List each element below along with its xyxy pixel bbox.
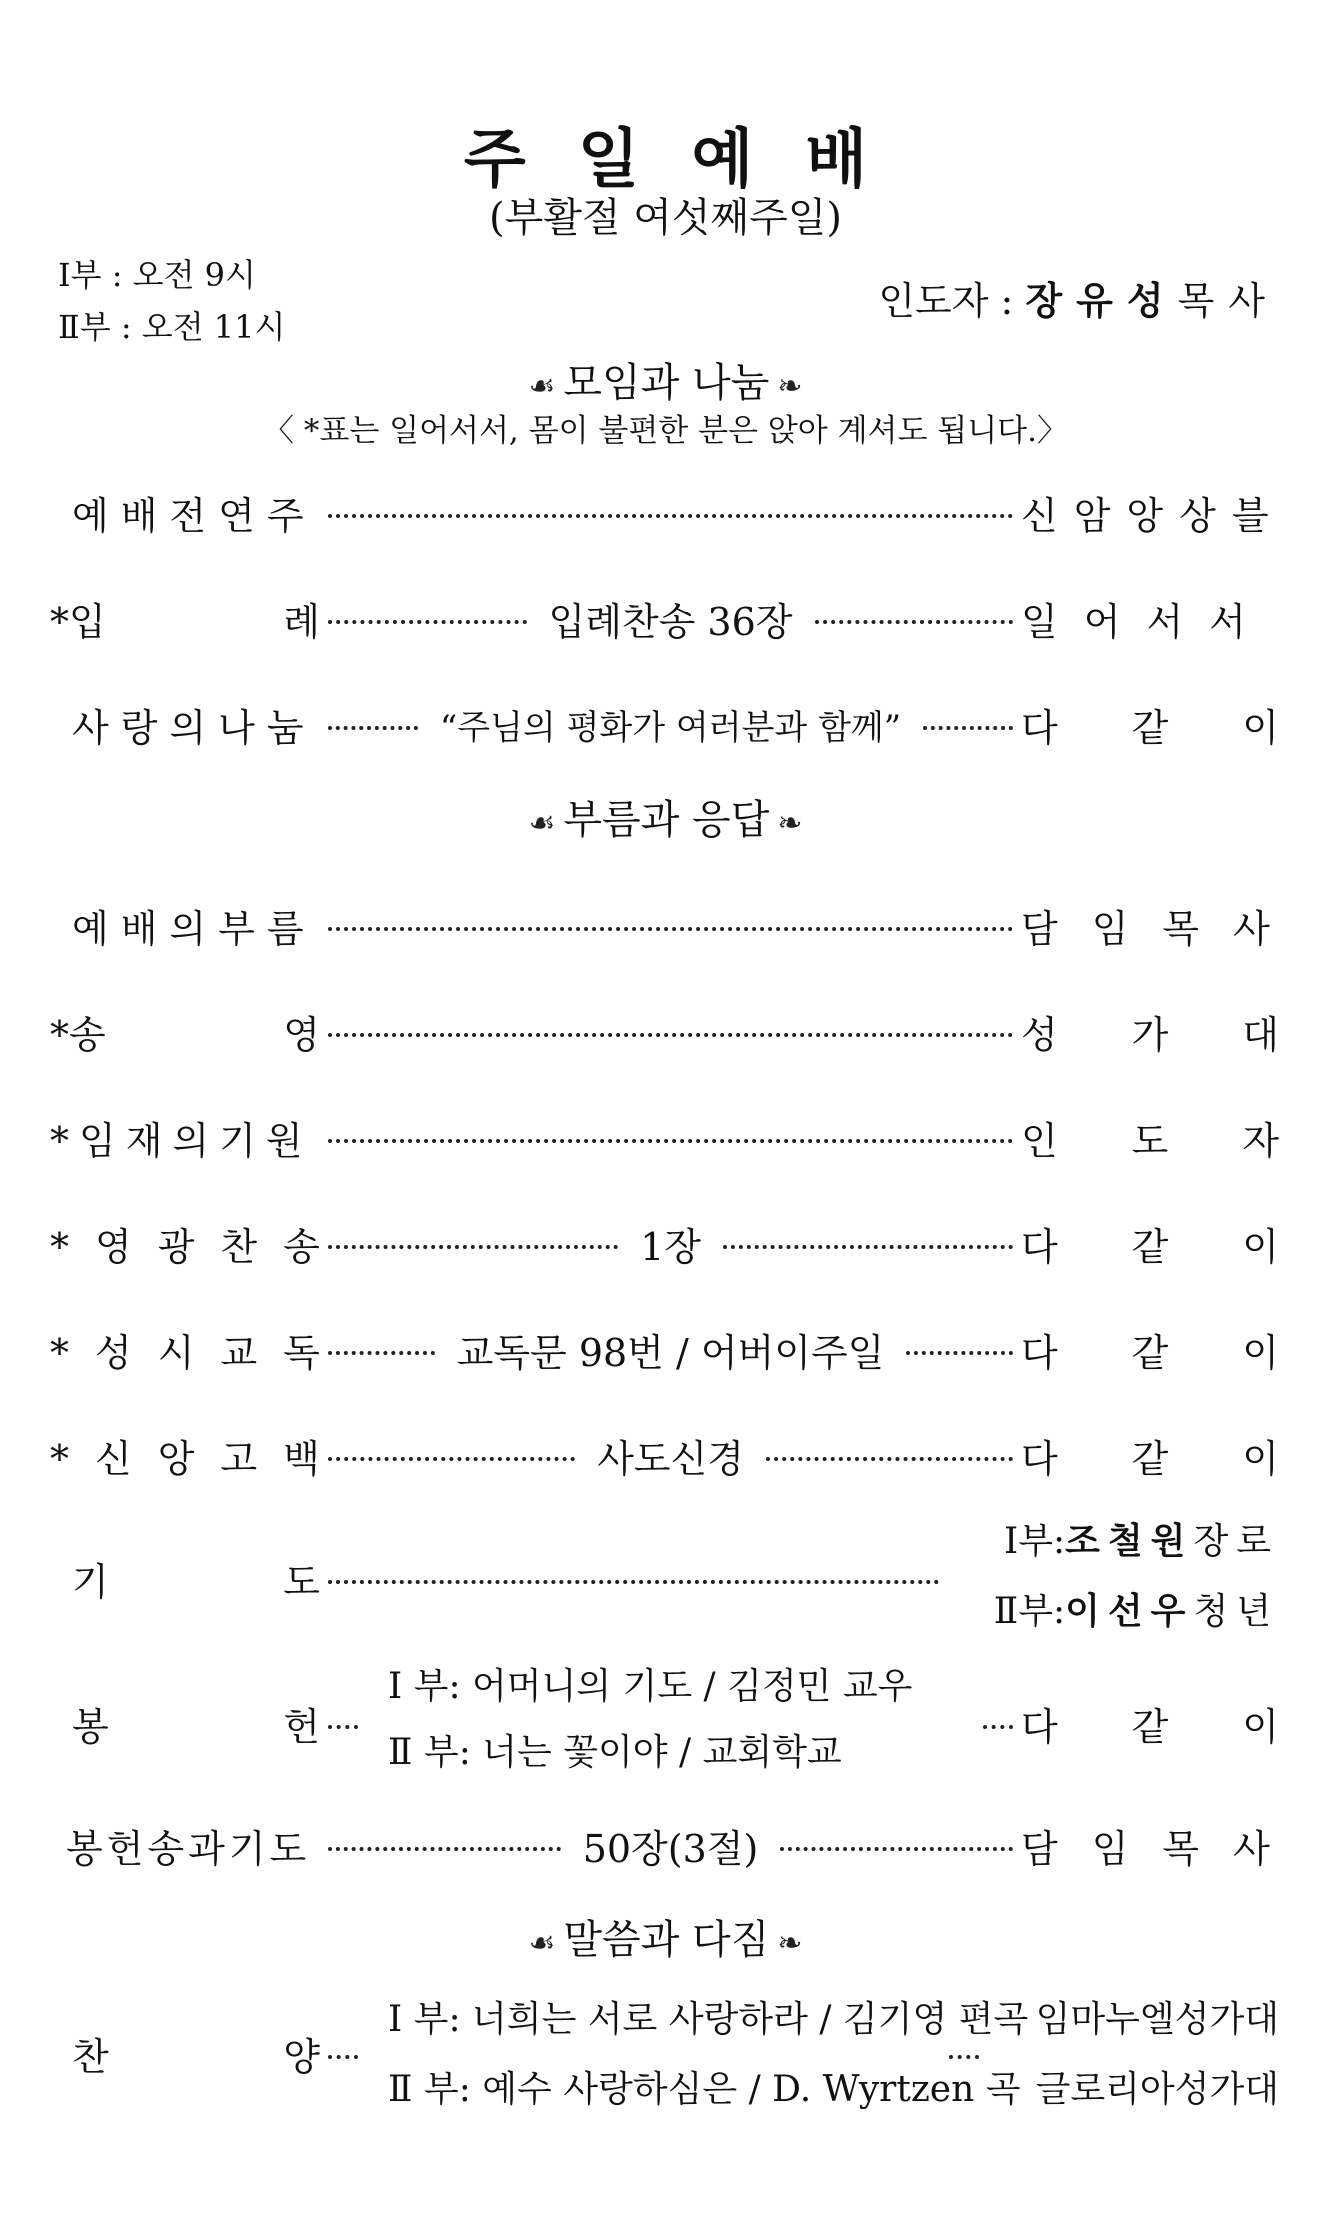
row-invocation	[50, 1109, 1279, 1165]
row-responsible: 다 같 이	[1021, 1436, 1279, 1481]
row-label: *영광찬송	[50, 1224, 346, 1269]
row-responsible: 일어서서	[1021, 599, 1272, 644]
section-title: 부름과 응답	[563, 797, 770, 843]
row-label: 사랑의나눔	[72, 705, 316, 750]
row-responsible: 다 같 이	[1021, 1704, 1279, 1749]
row-content: “주님의 평화가 여러분과 함께”	[439, 707, 902, 748]
row-label: *신앙고백	[50, 1436, 346, 1481]
row-offering-song	[50, 1817, 1304, 1873]
row-call-to-worship	[50, 897, 1304, 953]
dot-leader	[328, 726, 418, 730]
row-content: 교독문 98번 / 어버이주일	[456, 1330, 885, 1375]
row-prelude	[50, 484, 1285, 540]
leader-name: 장유성	[1025, 279, 1178, 323]
row-content: 입례찬송 36장	[548, 599, 793, 644]
leader-label: 인도자 :	[878, 279, 1014, 323]
row-content: 1장	[640, 1224, 701, 1269]
ornament-left-icon: ☙	[528, 1926, 556, 1961]
dot-leader	[983, 1725, 1013, 1729]
row-label: 봉헌송과기도	[66, 1826, 311, 1871]
offering-first-service: Ⅰ 부: 어머니의 기도 / 김정민 교우	[388, 1666, 913, 1707]
dot-leader	[328, 1033, 1013, 1037]
dot-leader	[328, 1580, 939, 1584]
section-title: 말씀과 다짐	[563, 1917, 770, 1963]
section-heading-call	[0, 797, 1331, 847]
row-responsible: 다 같 이	[1021, 1330, 1279, 1375]
row-gloria	[50, 1215, 1279, 1271]
ornament-left-icon: ☙	[528, 806, 556, 841]
dot-leader	[328, 620, 527, 624]
page-title: 주일예배	[463, 123, 920, 197]
dot-leader	[328, 1351, 435, 1355]
dot-leader	[949, 2055, 979, 2059]
row-label: 찬 양	[72, 2034, 320, 2079]
offering-second-service: Ⅱ 부: 너는 꽃이야 / 교회학교	[388, 1732, 842, 1773]
row-label: *성시교독	[50, 1330, 346, 1375]
section-heading-word	[0, 1917, 1331, 1967]
row-label: 예배의부름	[72, 906, 316, 951]
leader-info	[878, 278, 1279, 324]
row-responsible: 신암앙상블	[1021, 493, 1285, 538]
anthem-choir-first: 임마누엘성가대	[1035, 1999, 1279, 2040]
row-label: 봉 헌	[72, 1704, 320, 1749]
row-doxology	[50, 1003, 1279, 1059]
row-label: *송 영	[50, 1012, 320, 1057]
dot-leader	[328, 1245, 618, 1249]
ornament-left-icon: ☙	[528, 369, 556, 404]
row-responsible: 다 같 이	[1021, 1224, 1280, 1269]
section-title: 모임과 나눔	[563, 360, 770, 406]
anthem-first-service: Ⅰ 부: 너희는 서로 사랑하라 / 김기영 편곡	[388, 1999, 1029, 2040]
leader-title: 목사	[1177, 279, 1279, 323]
row-responsible: 담임목사	[1021, 1826, 1304, 1871]
service-time-1: Ⅰ부 : 오전 9시	[58, 256, 256, 294]
dot-leader	[815, 620, 1014, 624]
dot-leader	[328, 2055, 358, 2059]
prayer-second-service: Ⅱ부:이선우청년	[993, 1591, 1279, 1632]
ornament-right-icon: ❧	[777, 806, 803, 841]
dot-leader	[328, 1457, 575, 1461]
dot-leader	[766, 1457, 1013, 1461]
row-label: 기 도	[72, 1559, 320, 1604]
dot-leader	[906, 1351, 1013, 1355]
ornament-right-icon: ❧	[777, 1926, 803, 1961]
dot-leader	[780, 1847, 1013, 1851]
dot-leader	[328, 1725, 358, 1729]
dot-leader	[923, 726, 1013, 730]
row-content: 50장(3절)	[582, 1826, 759, 1871]
row-content: 사도신경	[597, 1436, 744, 1481]
section-heading-gathering	[0, 360, 1331, 410]
row-responsible: 인 도 자	[1021, 1118, 1279, 1163]
row-label: *임재의기원	[50, 1118, 313, 1163]
anthem-choir-second: 글로리아성가대	[1035, 2069, 1279, 2110]
row-responsible: 다 같 이	[1021, 705, 1280, 750]
dot-leader	[328, 1139, 1013, 1143]
service-time-2: Ⅱ부 : 오전 11시	[58, 308, 286, 346]
prayer-first-service: Ⅰ부:조철원장로	[1003, 1521, 1279, 1562]
dot-leader	[328, 927, 1013, 931]
row-creed	[50, 1427, 1279, 1483]
dot-leader	[723, 1245, 1013, 1249]
row-responsible: 성 가 대	[1021, 1012, 1279, 1057]
page-subtitle: (부활절 여섯째주일)	[488, 195, 843, 241]
row-sharing	[50, 696, 1279, 752]
row-label: 예배전연주	[72, 493, 316, 538]
dot-leader	[328, 1847, 561, 1851]
dot-leader	[328, 514, 1013, 518]
anthem-second-service: Ⅱ 부: 예수 사랑하심은 / D. Wyrtzen 곡	[388, 2069, 1021, 2110]
row-responsible: 담임목사	[1021, 906, 1304, 951]
ornament-right-icon: ❧	[777, 369, 803, 404]
row-label: *입 례	[50, 599, 320, 644]
row-responsive-reading	[50, 1321, 1279, 1377]
standing-note: 〈 *표는 일어서서, 몸이 불편한 분은 앉아 계셔도 됩니다.〉	[263, 413, 1068, 449]
row-entrance-hymn	[50, 590, 1279, 646]
